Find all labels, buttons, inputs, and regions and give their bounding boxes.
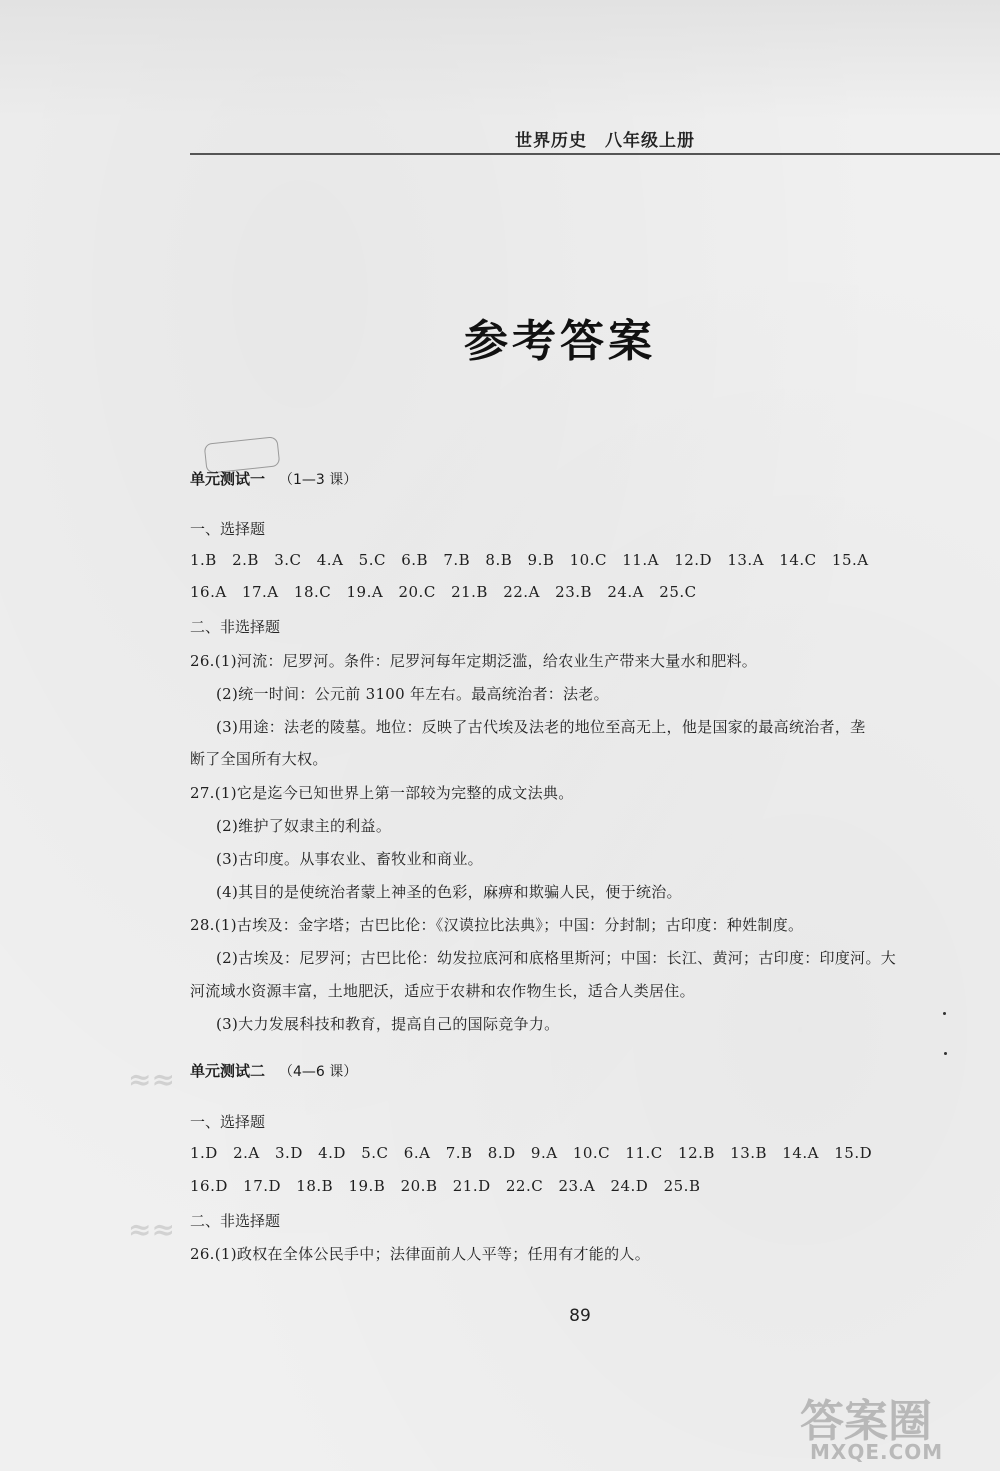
unit1-q26-part3: (3)用途：法老的陵墓。地位：反映了古代埃及法老的地位至高无上，他是国家的最高统治者，垄	[216, 718, 866, 736]
unit2-range: （4—6 课）	[279, 1064, 358, 1080]
unit2-mc-line-1: 1.D 2.A 3.D 4.D 5.C 6.A 7.B 8.D 9.A 10.C 11.C 12.B 13.B 14.A 15.D	[190, 1144, 873, 1162]
header-rule	[190, 153, 1000, 155]
unit1-q27-part4: (4)其目的是使统治者蒙上神圣的色彩，麻痹和欺骗人民，便于统治。	[216, 883, 682, 901]
unit1-mc-line-2: 16.A 17.A 18.C 19.A 20.C 21.B 22.A 23.B 24.A 25.C	[190, 583, 697, 601]
unit1-q28-part2-cont: 河流域水资源丰富，土地肥沃，适应于农耕和农作物生长，适合人类居住。	[190, 982, 695, 1000]
watermark-url: MXQE.COM	[810, 1440, 944, 1464]
unit2-title: 单元测试二	[190, 1062, 266, 1080]
faint-watermark: ≈≈	[128, 1063, 175, 1096]
page-title: 参考答案	[464, 316, 656, 367]
running-header: 世界历史 八年级上册	[515, 131, 695, 151]
faint-watermark: ≈≈	[128, 1213, 175, 1246]
unit1-q27-part3: (3)古印度。从事农业、畜牧业和商业。	[216, 850, 483, 868]
unit1-q27-part2: (2)维护了奴隶主的利益。	[216, 817, 392, 835]
unit1-q27-part1: 27.(1)它是迄今已知世界上第一部较为完整的成文法典。	[190, 784, 574, 802]
unit1-range: （1—3 课）	[279, 472, 358, 488]
unit2-heading	[190, 1060, 357, 1081]
unit1-nonmc-heading: 二、非选择题	[190, 618, 281, 636]
scan-speck	[944, 1052, 947, 1055]
unit1-q26-part3-cont: 断了全国所有大权。	[190, 750, 328, 768]
unit1-q28-part1: 28.(1)古埃及：金字塔；古巴比伦：《汉谟拉比法典》；中国：分封制；古印度：种姓制度。	[190, 916, 804, 934]
unit2-nonmc-heading: 二、非选择题	[190, 1212, 281, 1230]
unit1-title: 单元测试一	[190, 470, 266, 488]
unit1-q26-part1: 26.(1)河流：尼罗河。条件：尼罗河每年定期泛滥，给农业生产带来大量水和肥料。	[190, 652, 758, 670]
unit2-mc-line-2: 16.D 17.D 18.B 19.B 20.B 21.D 22.C 23.A 24.D 25.B	[190, 1177, 701, 1195]
page-number: 89	[569, 1306, 591, 1326]
unit1-heading	[190, 468, 357, 489]
unit1-q28-part3: (3)大力发展科技和教育，提高自己的国际竞争力。	[216, 1015, 560, 1033]
unit1-mc-line-1: 1.B 2.B 3.C 4.A 5.C 6.B 7.B 8.B 9.B 10.C 11.A 12.D 13.A 14.C 15.A	[190, 551, 869, 569]
unit1-mc-heading: 一、选择题	[190, 520, 266, 538]
unit2-mc-heading: 一、选择题	[190, 1113, 266, 1131]
unit2-q26-part1: 26.(1)政权在全体公民手中；法律面前人人平等；任用有才能的人。	[190, 1245, 651, 1263]
watermark-logo: 答案圈	[800, 1396, 932, 1447]
unit1-q28-part2: (2)古埃及：尼罗河；古巴比伦：幼发拉底河和底格里斯河；中国：长江、黄河；古印度：印度河。大	[216, 949, 897, 967]
scan-shadow	[0, 0, 1000, 120]
scan-speck	[943, 1012, 946, 1015]
unit1-q26-part2: (2)统一时间：公元前 3100 年左右。最高统治者：法老。	[216, 685, 609, 703]
